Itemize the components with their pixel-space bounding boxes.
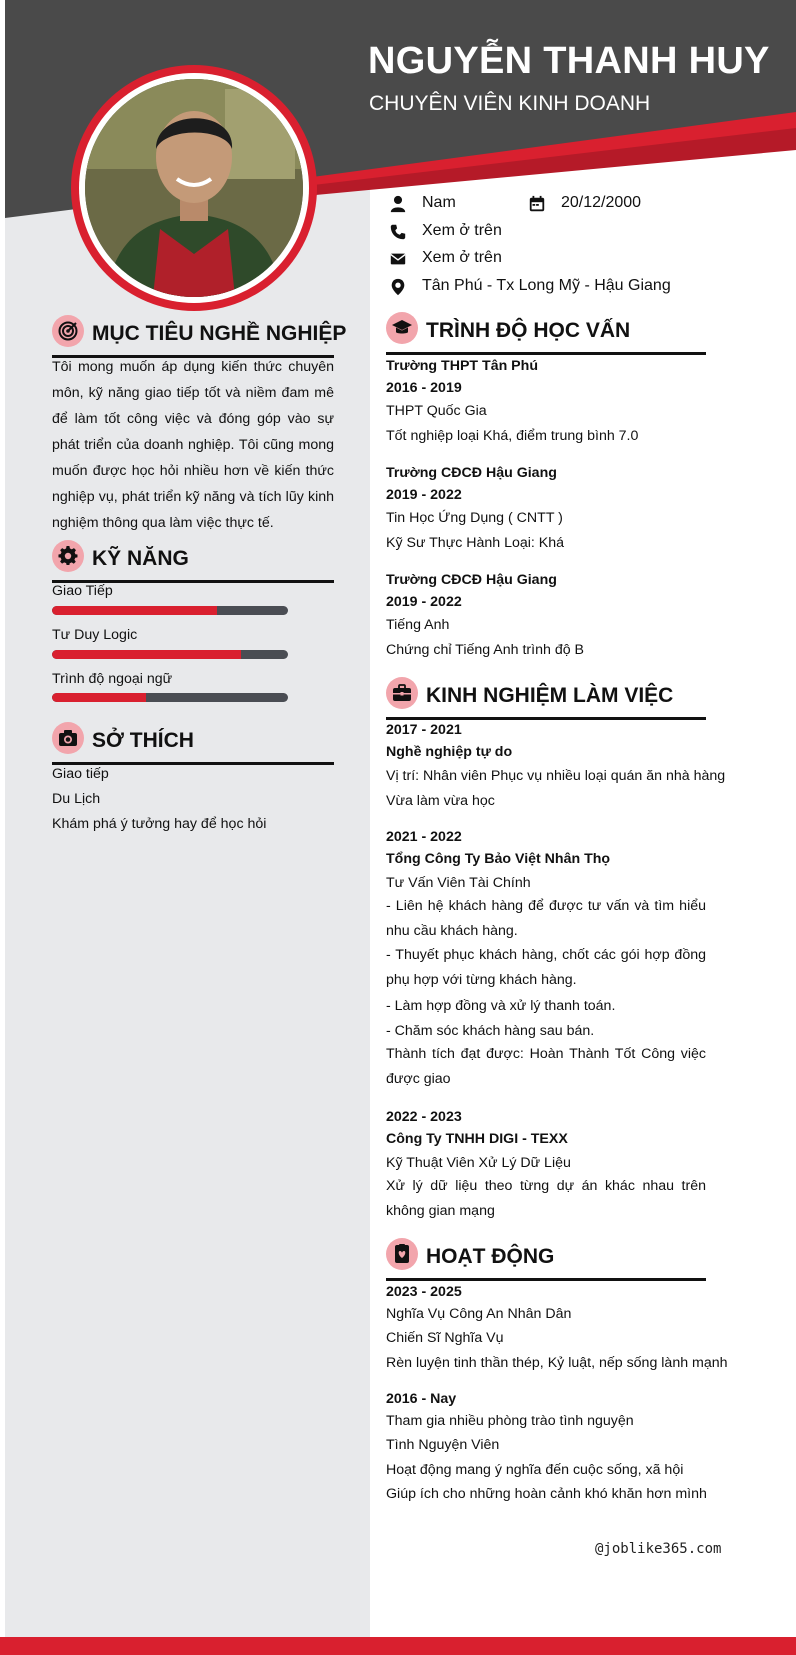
skill-bar	[52, 650, 288, 659]
camera-icon	[58, 728, 78, 748]
education-heading	[386, 312, 706, 355]
gender-value: Nam	[422, 194, 456, 211]
objective-heading	[52, 315, 347, 358]
job-period: 2017 - 2021	[386, 722, 462, 738]
skill-bar	[52, 693, 288, 702]
skill-name: Giao Tiếp	[52, 583, 113, 599]
skill-name: Tư Duy Logic	[52, 627, 138, 643]
skills-title: KỸ NĂNG	[92, 547, 189, 570]
birthdate-row	[528, 194, 728, 214]
job-company: Nghề nghiệp tự do	[386, 744, 513, 760]
job-company: Công Ty TNHH DIGI - TEXX	[386, 1131, 568, 1147]
school-name: Trường CĐCĐ Hậu Giang	[386, 465, 557, 481]
job-line: Vị trí: Nhân viên Phục vụ nhiều loại quán ăn nhà hàng	[386, 768, 726, 784]
cv-page	[5, 0, 796, 1655]
skill-bar	[52, 606, 288, 615]
activity-line: Rèn luyện tinh thần thép, Kỷ luật, nếp sống lành mạnh	[386, 1355, 728, 1371]
activity-line: Giúp ích cho những hoàn cảnh khó khăn hơn mình	[386, 1486, 707, 1502]
target-icon	[58, 321, 78, 341]
job-line: - Làm hợp đồng và xử lý thanh toán.	[386, 998, 616, 1014]
job-line: Kỹ Thuật Viên Xử Lý Dữ Liệu	[386, 1155, 571, 1171]
skill-bar-fill	[52, 650, 241, 659]
briefcase-icon	[392, 683, 412, 703]
activity-line: Tham gia nhiều phòng trào tình nguyện	[386, 1413, 634, 1429]
hobbies-heading	[52, 722, 334, 765]
phone-value: Xem ở trên	[422, 222, 502, 239]
objective-text: Tôi mong muốn áp dụng kiến thức chuyên môn, kỹ năng giao tiếp tốt và niềm đam mê để làm tốt công việc và đóng góp vào sự phát triển của doanh nghiệp. Tôi cũng mong muốn được học hỏi nhiều hơn về kiến thức nghiệp vụ, phát triển kỹ năng và tích lũy kinh nghiệm thông qua làm việc thực tế.	[52, 359, 334, 531]
address-value: Tân Phú - Tx Long Mỹ - Hậu Giang	[422, 277, 671, 294]
skill-name: Trình độ ngoại ngữ	[52, 671, 173, 687]
school-note: Kỹ Sư Thực Hành Loại: Khá	[386, 535, 565, 551]
school-note: Chứng chỉ Tiếng Anh trình độ B	[386, 642, 585, 658]
job-line: Vừa làm vừa học	[386, 793, 495, 809]
avatar-frame	[71, 65, 317, 311]
skill-bar-fill	[52, 606, 217, 615]
email-row	[389, 249, 639, 269]
graduation-cap-icon	[392, 318, 412, 338]
school-period: 2019 - 2022	[386, 594, 462, 610]
hobby-item: Du Lịch	[52, 791, 101, 807]
school-major: Tiếng Anh	[386, 617, 450, 633]
phone-icon	[389, 223, 407, 241]
activity-line: Chiến Sĩ Nghĩa Vụ	[386, 1330, 504, 1346]
activities-title: HOẠT ĐỘNG	[426, 1245, 555, 1268]
job-line: - Liên hệ khách hàng để được tư vấn và tìm hiểu nhu cầu khách hàng.	[386, 898, 706, 939]
school-name: Trường CĐCĐ Hậu Giang	[386, 572, 557, 588]
birthdate-value: 20/12/2000	[561, 194, 642, 211]
footer-bar	[0, 1637, 796, 1655]
hobby-item: Khám phá ý tưởng hay để học hỏi	[52, 816, 267, 832]
school-major: Tin Học Ứng Dụng ( CNTT )	[386, 510, 563, 526]
address-row	[389, 277, 689, 297]
activity-line: Hoạt động mang ý nghĩa đến cuộc sống, xã hội	[386, 1462, 684, 1478]
activities-heading	[386, 1238, 706, 1281]
objective-title: MỤC TIÊU NGHỀ NGHIỆP	[92, 322, 347, 345]
job-line: - Thuyết phục khách hàng, chốt các gói hợp đồng phụ hợp với từng khách hàng.	[386, 947, 706, 988]
school-major: THPT Quốc Gia	[386, 403, 487, 419]
education-title: TRÌNH ĐỘ HỌC VẤN	[426, 319, 631, 342]
activity-line: Nghĩa Vụ Công An Nhân Dân	[386, 1306, 572, 1322]
mail-icon	[389, 250, 407, 268]
gear-icon	[58, 546, 78, 566]
activity-period: 2023 - 2025	[386, 1284, 462, 1300]
job-line: Xử lý dữ liệu theo từng dự án khác nhau trên không gian mạng	[386, 1178, 706, 1219]
phone-row	[389, 222, 639, 242]
job-company: Tổng Công Ty Bảo Việt Nhân Thọ	[386, 851, 611, 867]
job-line: Thành tích đạt được: Hoàn Thành Tốt Công việc được giao	[386, 1046, 706, 1087]
school-note: Tốt nghiệp loại Khá, điểm trung bình 7.0	[386, 428, 639, 444]
hobbies-title: SỞ THÍCH	[92, 729, 194, 752]
watermark: @joblike365.com	[595, 1541, 722, 1557]
hobby-item: Giao tiếp	[52, 766, 109, 782]
job-title: CHUYÊN VIÊN KINH DOANH	[369, 92, 651, 115]
skill-bar-fill	[52, 693, 146, 702]
calendar-icon	[528, 195, 546, 213]
skills-heading	[52, 540, 334, 583]
school-period: 2016 - 2019	[386, 380, 462, 396]
location-icon	[389, 278, 407, 296]
activity-period: 2016 - Nay	[386, 1391, 457, 1407]
school-period: 2019 - 2022	[386, 487, 462, 503]
job-line: Tư Vấn Viên Tài Chính	[386, 875, 531, 891]
candidate-name: NGUYỄN THANH HUY	[368, 40, 770, 82]
job-line: - Chăm sóc khách hàng sau bán.	[386, 1023, 595, 1039]
job-period: 2022 - 2023	[386, 1109, 462, 1125]
gender-row	[389, 194, 529, 214]
experience-title: KINH NGHIỆM LÀM VIỆC	[426, 684, 674, 707]
avatar	[85, 79, 303, 297]
heart-badge-icon	[392, 1244, 412, 1264]
email-value: Xem ở trên	[422, 249, 502, 266]
activity-line: Tình Nguyện Viên	[386, 1437, 500, 1453]
user-icon	[389, 195, 407, 213]
experience-heading	[386, 677, 706, 720]
job-period: 2021 - 2022	[386, 829, 462, 845]
school-name: Trường THPT Tân Phú	[386, 358, 538, 374]
